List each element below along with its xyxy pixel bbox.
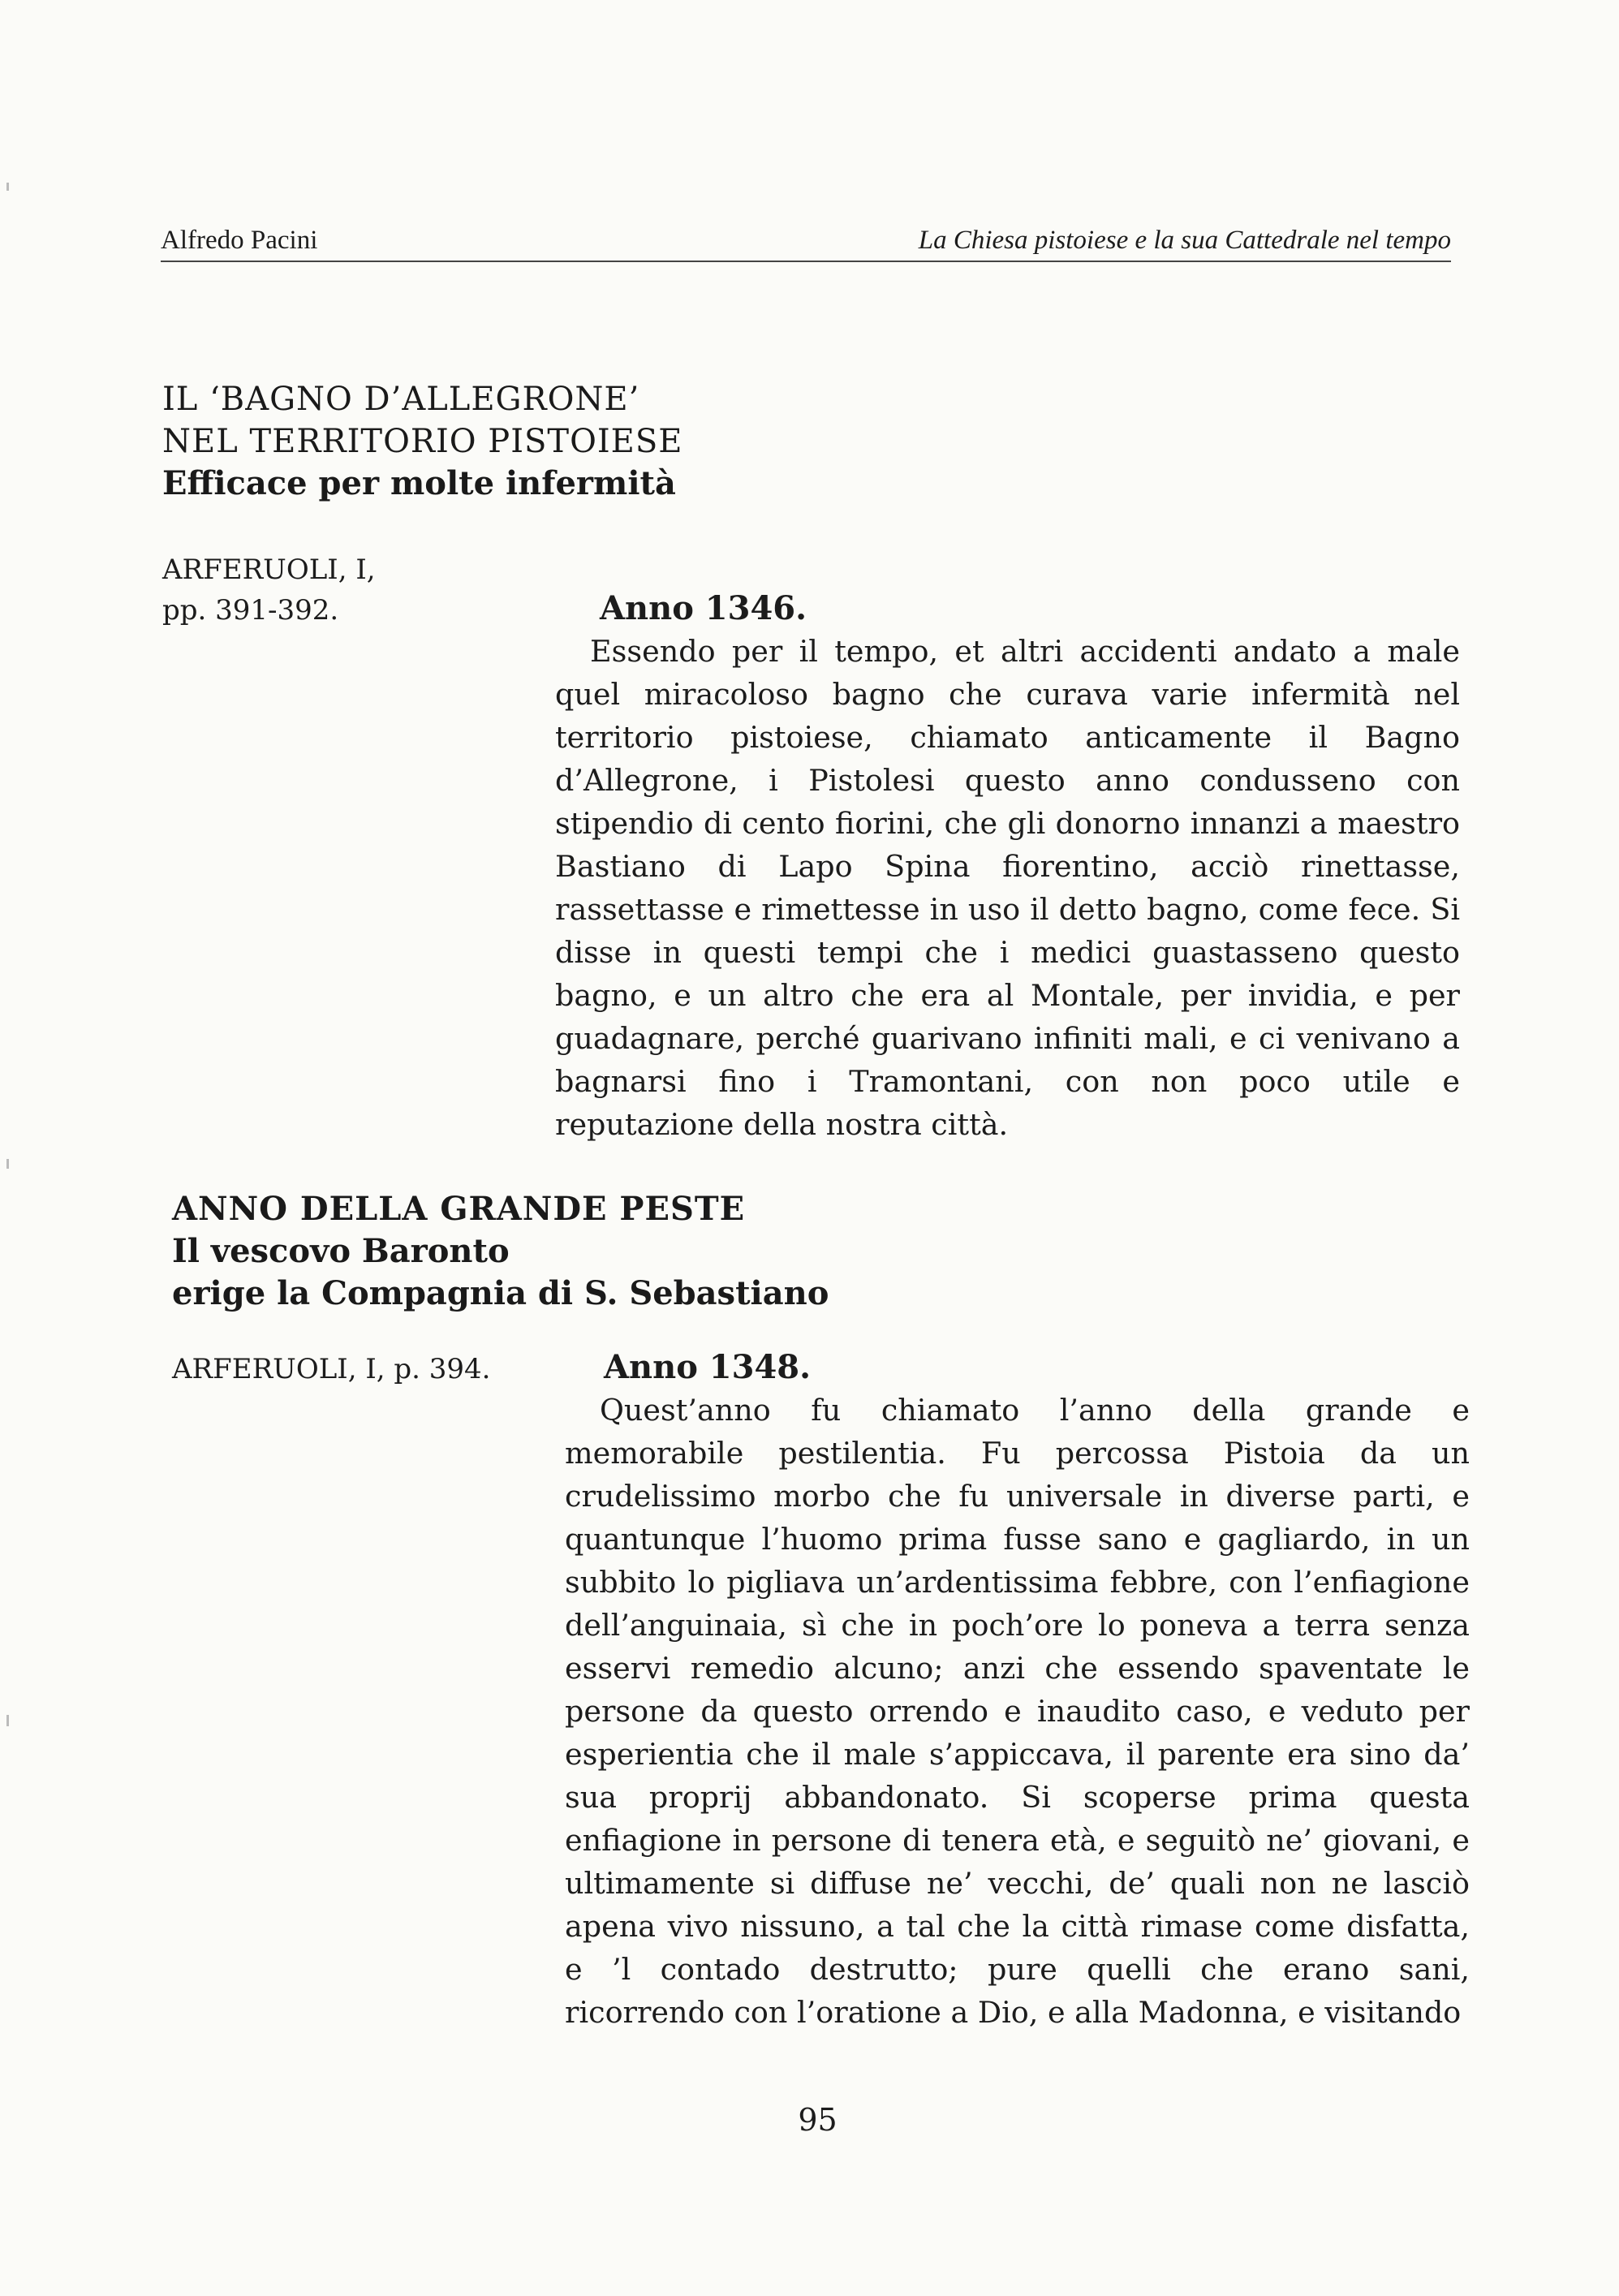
scan-speck: [6, 183, 9, 191]
section-2-source: [172, 1349, 490, 1389]
section-2-body: Quest’anno fu chiamato l’anno della grande e memorabile pestilentia. Fu percossa Pistoia da un crudelissimo morbo che fu universale in diverse parti, e quantunque l’huomo prima fusse sano e gagliardo, in un subbito lo pigliava un’ardentissima febbre, con l’enfiagione dell’anguinaia, sì che in poch’ore lo poneva a terra senza esservi remedio alcuno; anzi che essendo spaventate le persone da questo orrendo e inaudito caso, e veduto per esperientia che il male s’appiccava, il parente era sino da’ sua proprij abbandonato. Si scoperse prima questa enfiagione in persone di tenera età, e seguitò ne’ giovani, e ultimamente si diffuse ne’ vecchi, de’ quali non ne lasciò apena vivo nissuno, a tal che la città rimase come disfatta, e ’l contado destrutto; pure quelli che erano sani, ricorrendo con l’oratione a Dio, e alla Madonna, e visitando: [565, 1393, 1470, 2030]
section-2-subtitle-line-2: erige la Compagnia di S. Sebastiano: [172, 1274, 829, 1312]
section-1-entry: [555, 588, 1460, 1146]
section-2-entry: [565, 1346, 1470, 2034]
section-1-title-line-1: IL ‘BAGNO D’ALLEGRONE’: [162, 381, 640, 418]
scan-speck: [6, 1159, 9, 1169]
page-number: 95: [798, 2102, 837, 2138]
section-1-title: [162, 378, 682, 505]
header-book-title: La Chiesa pistoiese e la sua Cattedrale nel tempo: [918, 226, 1451, 255]
section-1-title-line-2: NEL TERRITORIO PISTOIESE: [162, 423, 683, 460]
section-2-title: [172, 1188, 829, 1315]
section-1-source-line-2: pp. 391-392.: [162, 594, 339, 627]
section-1-source: [162, 549, 376, 631]
scan-speck: [6, 1715, 9, 1726]
header-author: Alfredo Pacini: [161, 226, 318, 255]
section-1-subtitle: Efficace per molte infermità: [162, 464, 676, 502]
section-2-year: Anno 1348.: [604, 1348, 812, 1386]
section-1-body: Essendo per il tempo, et altri accidenti andato a male quel miracoloso bagno che curava varie infermità nel territorio pistoiese, chiamato anticamente il Bagno d’Allegrone, i Pistolesi questo anno condusseno con stipendio di cento fiorini, che gli donorno innanzi a maestro Bastiano di Lapo Spina fiorentino, acciò rinettasse, rassettasse e rimettesse in uso il detto bagno, come fece. Si disse in questi tempi che i medici guastasseno questo bagno, e un altro che era al Montale, per invidia, e per guadagnare, perché guarivano infiniti mali, e ci venivano a bagnarsi fino i Tramontani, con non poco utile e reputazione della nostra città.: [555, 634, 1460, 1142]
section-1-source-line-1: ARFERUOLI, I,: [162, 554, 376, 586]
section-2-subtitle-line-1: Il vescovo Baronto: [172, 1232, 510, 1270]
section-1-year: Anno 1346.: [600, 589, 807, 627]
running-header: [161, 226, 1451, 262]
section-2-title-line-1: ANNO DELLA GRANDE PESTE: [172, 1190, 746, 1228]
section-2-source-line-1: ARFERUOLI, I, p. 394.: [172, 1353, 491, 1385]
